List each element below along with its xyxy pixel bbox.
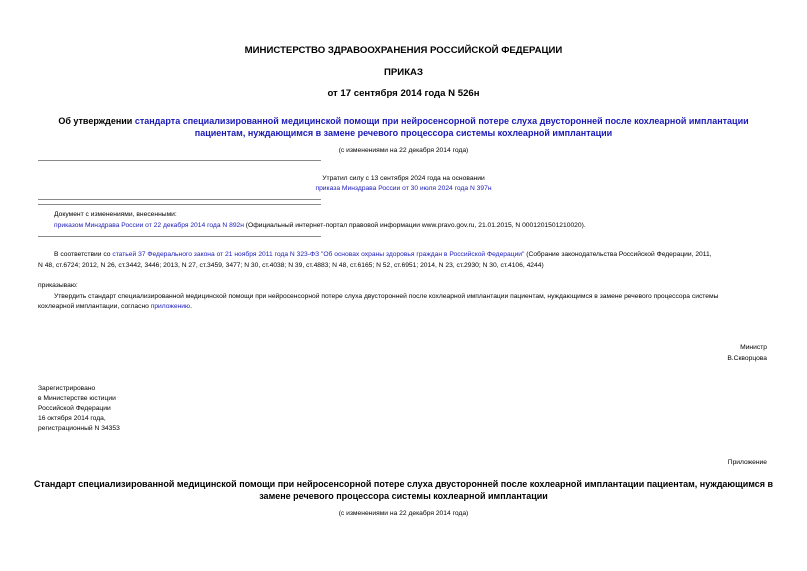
approve-line1: Утвердить стандарт специализированной медицинской помощи при нейросенсорной потере слуха двусторонней после кохлеарной имплантации пациентам, нуждающимся в замене речевого процессора системы — [54, 293, 719, 300]
order-heading: ПРИКАЗ — [384, 67, 423, 78]
registration-line: регистрационный N 34353 — [38, 425, 120, 432]
appendix-link[interactable]: приложению — [150, 303, 191, 310]
changes-note: (с изменениями на 22 декабря 2014 года) — [338, 147, 469, 154]
divider — [38, 236, 321, 237]
appendix-label: Приложение — [727, 459, 767, 466]
basis-prefix: В соответствии со — [54, 251, 113, 258]
signature-name: В.Скворцова — [727, 355, 767, 362]
divider — [38, 160, 321, 161]
changes-note-appendix: (с изменениями на 22 декабря 2014 года) — [338, 510, 469, 517]
signature-title: Министр — [740, 344, 767, 351]
registration-line: 16 октября 2014 года, — [38, 415, 106, 422]
approve-prefix: кохлеарной имплантации, согласно — [38, 303, 151, 310]
order-date-number: от 17 сентября 2014 года N 526н — [327, 88, 480, 99]
order-word: приказываю: — [38, 282, 78, 289]
divider — [38, 199, 321, 200]
standard-link-line2[interactable]: пациентам, нуждающимся в замене речевого процессора системы кохлеарной имплантации — [194, 128, 613, 138]
standard-link-line1[interactable]: стандарта специализированной медицинской помощи при нейросенсорной потере слуха двусторонней после кохлеарной имплантации — [134, 116, 749, 126]
document-title-prefix: Об утверждении — [58, 116, 135, 126]
basis-line1 — [54, 250, 712, 260]
expired-order-link[interactable]: приказа Минздрава России от 30 июля 2024 года N 397н — [315, 185, 492, 192]
expired-notice: Утратил силу с 13 сентября 2024 года на основании — [322, 175, 485, 182]
divider — [38, 204, 321, 205]
ministry-heading: МИНИСТЕРСТВО ЗДРАВООХРАНЕНИЯ РОССИЙСКОЙ ФЕДЕРАЦИИ — [244, 45, 563, 56]
amendments-line — [54, 221, 586, 231]
registration-block — [38, 384, 120, 434]
amendments-source: (Официальный интернет-портал правовой информации www.pravo.gov.ru, 21.01.2015, N 0001201501210020). — [243, 222, 586, 229]
document-title — [0, 115, 807, 139]
registration-line: в Министерстве юстиции — [38, 395, 116, 402]
standard-title-line1: Стандарт специализированной медицинской помощи при нейросенсорной потере слуха двусторонней после кохлеарной имплантации пациентам, нуждающимся в — [33, 479, 774, 489]
registration-line: Российской Федерации — [38, 405, 111, 412]
basis-source: (Собрание законодательства Российской Федерации, 2011, — [524, 251, 712, 258]
approve-line2 — [38, 302, 192, 312]
standard-title — [0, 478, 807, 502]
amendments-order-link[interactable]: приказом Минздрава России от 22 декабря 2014 года N 892н — [54, 222, 244, 229]
law-article-link[interactable]: статьей 37 Федерального закона от 21 ноября 2011 года N 323-ФЗ "Об основах охраны здоровья граждан в Российской Федерации" — [112, 251, 525, 258]
basis-line2: N 48, ст.6724; 2012, N 26, ст.3442, 3446; 2013, N 27, ст.3459, 3477; N 30, ст.4038; N 39, ст.4883; N 48, ст.6165; N 52, ст.6951; 2014, N 23, ст.2930; N 30, ст.4106, 4244) — [38, 262, 544, 269]
approve-suffix: . — [190, 303, 192, 310]
standard-title-line2: замене речевого процессора системы кохлеарной имплантации — [259, 491, 548, 501]
registration-line: Зарегистрировано — [38, 385, 96, 392]
amendments-label: Документ с изменениями, внесенными: — [54, 211, 177, 218]
